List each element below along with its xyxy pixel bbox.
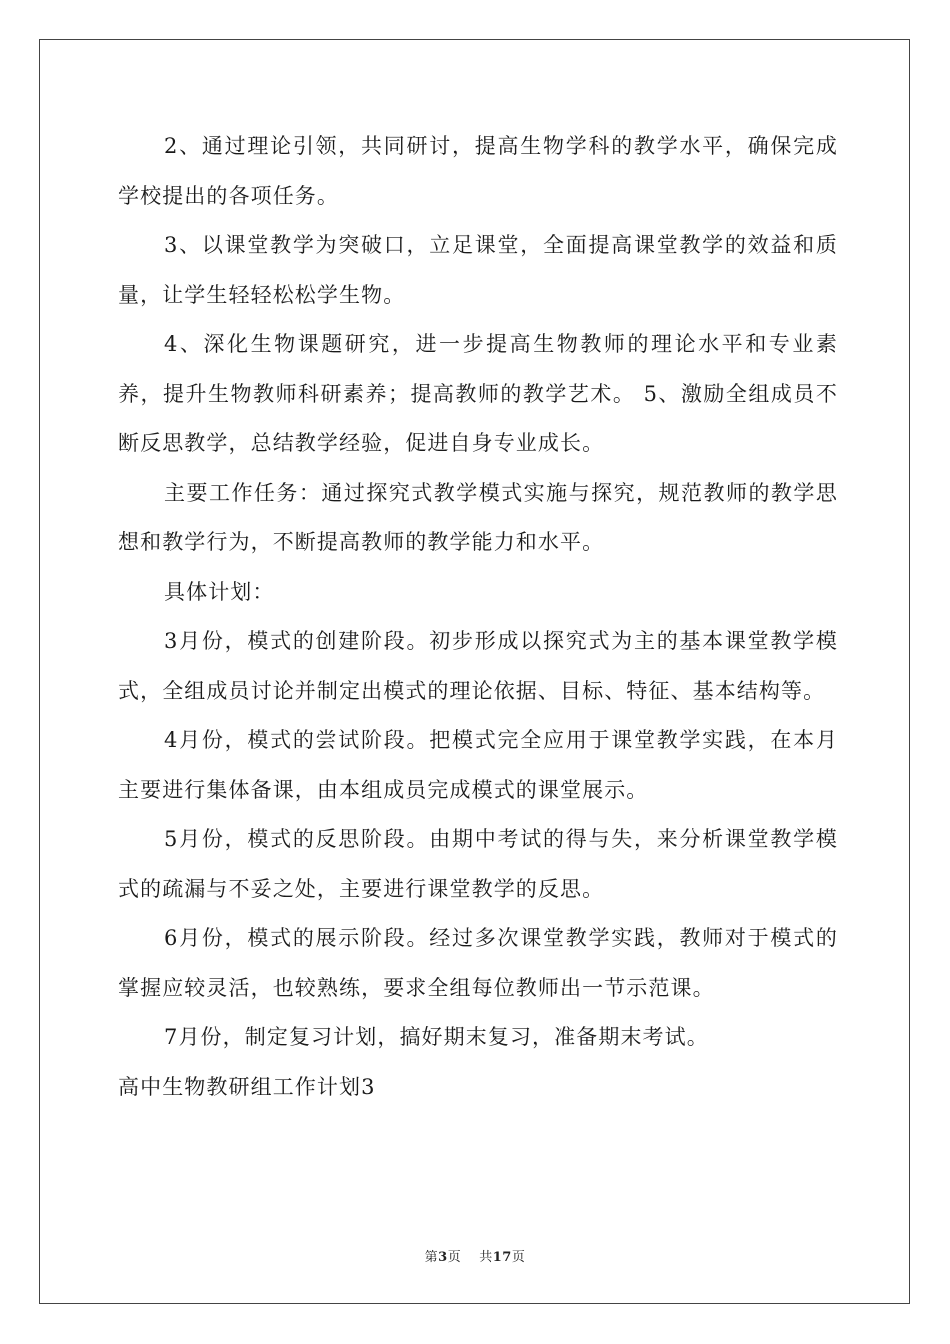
paragraph-plan-may: 5月份，模式的反思阶段。由期中考试的得与失，来分析课堂教学模式的疏漏与不妥之处，主要进行课堂教学的反思。	[118, 827, 838, 901]
paragraph-plan-march: 3月份，模式的创建阶段。初步形成以探究式为主的基本课堂教学模式，全组成员讨论并制定出模式的理论依据、目标、特征、基本结构等。	[118, 629, 838, 703]
paragraph-plan-july: 7月份，制定复习计划，搞好期末复习，准备期末考试。	[164, 1025, 709, 1049]
paragraph-goal-4-5: 4、深化生物课题研究，进一步提高生物教师的理论水平和专业素养，提升生物教师科研素养；提高教师的教学艺术。 5、激励全组成员不断反思教学，总结教学经验，促进自身专业成长。	[118, 332, 838, 455]
document-body	[118, 122, 838, 1112]
page-total: 共17页	[479, 1250, 526, 1265]
page-number: 第3页	[424, 1250, 462, 1265]
page-footer	[0, 1246, 950, 1265]
paragraph-plan-april: 4月份，模式的尝试阶段。把模式完全应用于课堂教学实践，在本月主要进行集体备课，由本组成员完成模式的课堂展示。	[118, 728, 838, 802]
paragraph-goal-2: 2、通过理论引领，共同研讨，提高生物学科的教学水平，确保完成学校提出的各项任务。	[118, 134, 838, 208]
paragraph-goal-3: 3、以课堂教学为突破口，立足课堂，全面提高课堂教学的效益和质量，让学生轻轻松松学生物。	[118, 233, 838, 307]
paragraph-main-tasks: 主要工作任务：通过探究式教学模式实施与探究，规范教师的教学思想和教学行为，不断提高教师的教学能力和水平。	[118, 480, 838, 554]
paragraph-plan-june: 6月份，模式的展示阶段。经过多次课堂教学实践，教师对于模式的掌握应较灵活，也较熟练，要求全组每位教师出一节示范课。	[118, 926, 838, 1000]
section-heading: 高中生物教研组工作计划3	[118, 1074, 376, 1099]
paragraph-plan-heading: 具体计划：	[164, 579, 275, 604]
